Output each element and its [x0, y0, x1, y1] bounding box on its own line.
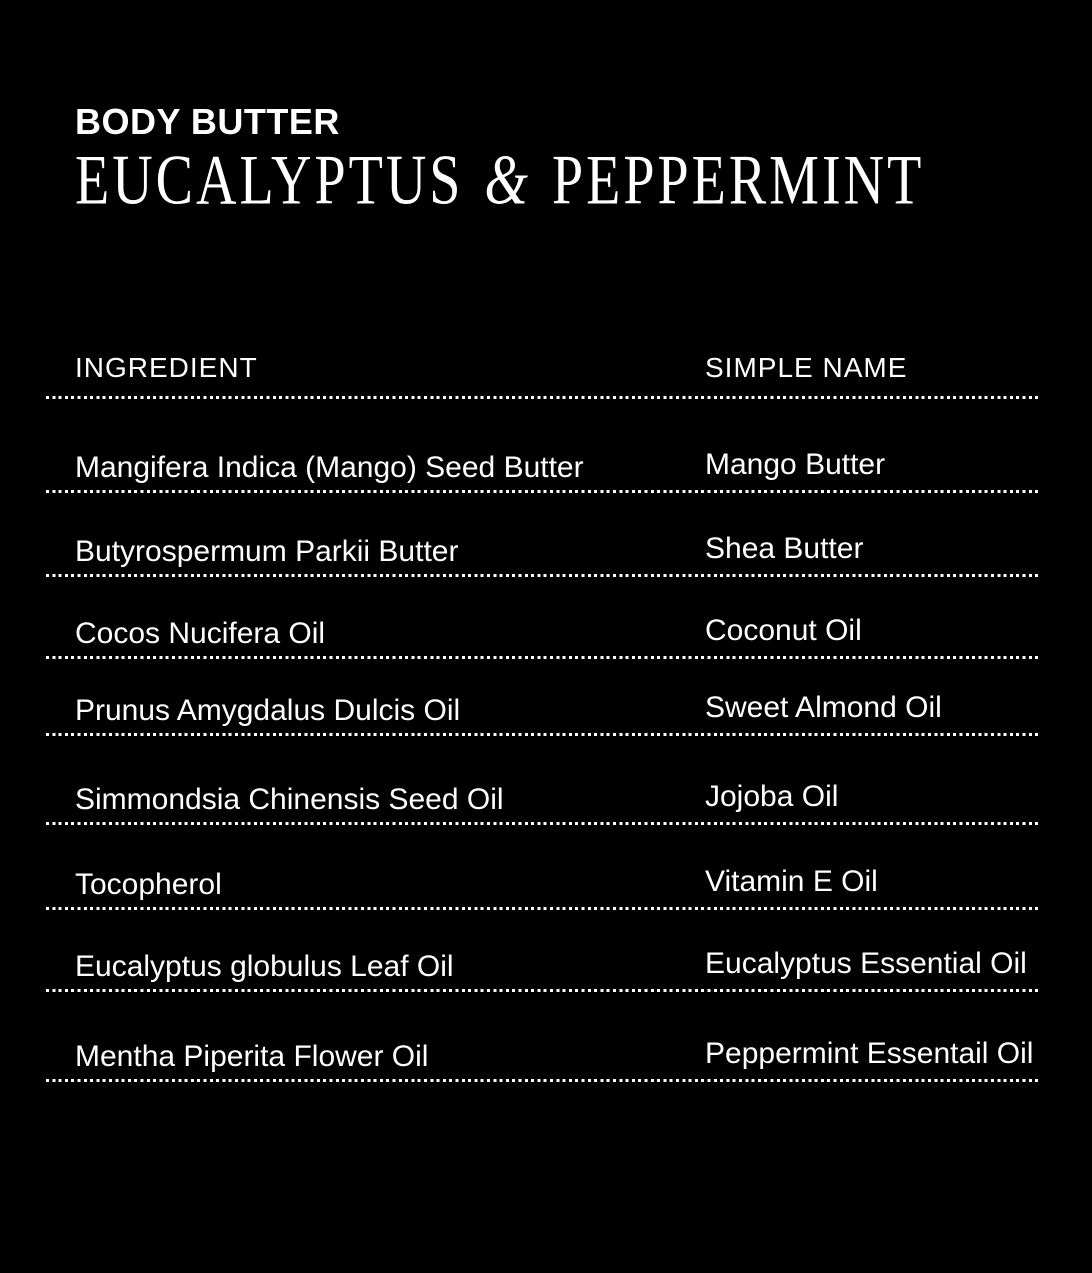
- ingredient-name: Mangifera Indica (Mango) Seed Butter: [75, 450, 584, 484]
- simple-name: Sweet Almond Oil: [705, 690, 942, 724]
- column-header-ingredient: INGREDIENT: [75, 351, 258, 383]
- table-row: [46, 736, 1040, 825]
- ingredient-name: Butyrospermum Parkii Butter: [75, 534, 459, 568]
- simple-name: Coconut Oil: [705, 613, 862, 647]
- ingredient-name: Mentha Piperita Flower Oil: [75, 1039, 429, 1073]
- ingredient-name: Prunus Amygdalus Dulcis Oil: [75, 693, 461, 727]
- ingredient-name: Cocos Nucifera Oil: [75, 616, 326, 650]
- column-header-simple-name: SIMPLE NAME: [705, 351, 908, 383]
- simple-name: Vitamin E Oil: [705, 864, 878, 898]
- product-title-part2: PEPPERMINT: [551, 141, 925, 220]
- product-title: [75, 141, 925, 220]
- product-category: BODY BUTTER: [75, 101, 340, 142]
- table-row: [46, 493, 1040, 577]
- simple-name: Shea Butter: [705, 531, 864, 565]
- ingredient-name: Eucalyptus globulus Leaf Oil: [75, 949, 454, 983]
- table-row: [46, 992, 1040, 1082]
- table-row: [46, 825, 1040, 910]
- table-row: [46, 399, 1040, 493]
- table-row: [46, 910, 1040, 992]
- ampersand-glyph: &: [484, 141, 531, 220]
- ingredient-name: Tocopherol: [75, 867, 222, 901]
- table-header-row: [46, 330, 1040, 399]
- product-title-part1: EUCALYPTUS: [75, 141, 464, 220]
- simple-name: Mango Butter: [705, 447, 886, 481]
- ingredient-table: [46, 330, 1040, 1082]
- simple-name: Jojoba Oil: [705, 779, 839, 813]
- simple-name: Eucalyptus Essential Oil: [705, 946, 1027, 980]
- simple-name: Peppermint Essentail Oil: [705, 1036, 1034, 1070]
- ingredient-name: Simmondsia Chinensis Seed Oil: [75, 782, 504, 816]
- table-row: [46, 577, 1040, 659]
- table-row: [46, 659, 1040, 736]
